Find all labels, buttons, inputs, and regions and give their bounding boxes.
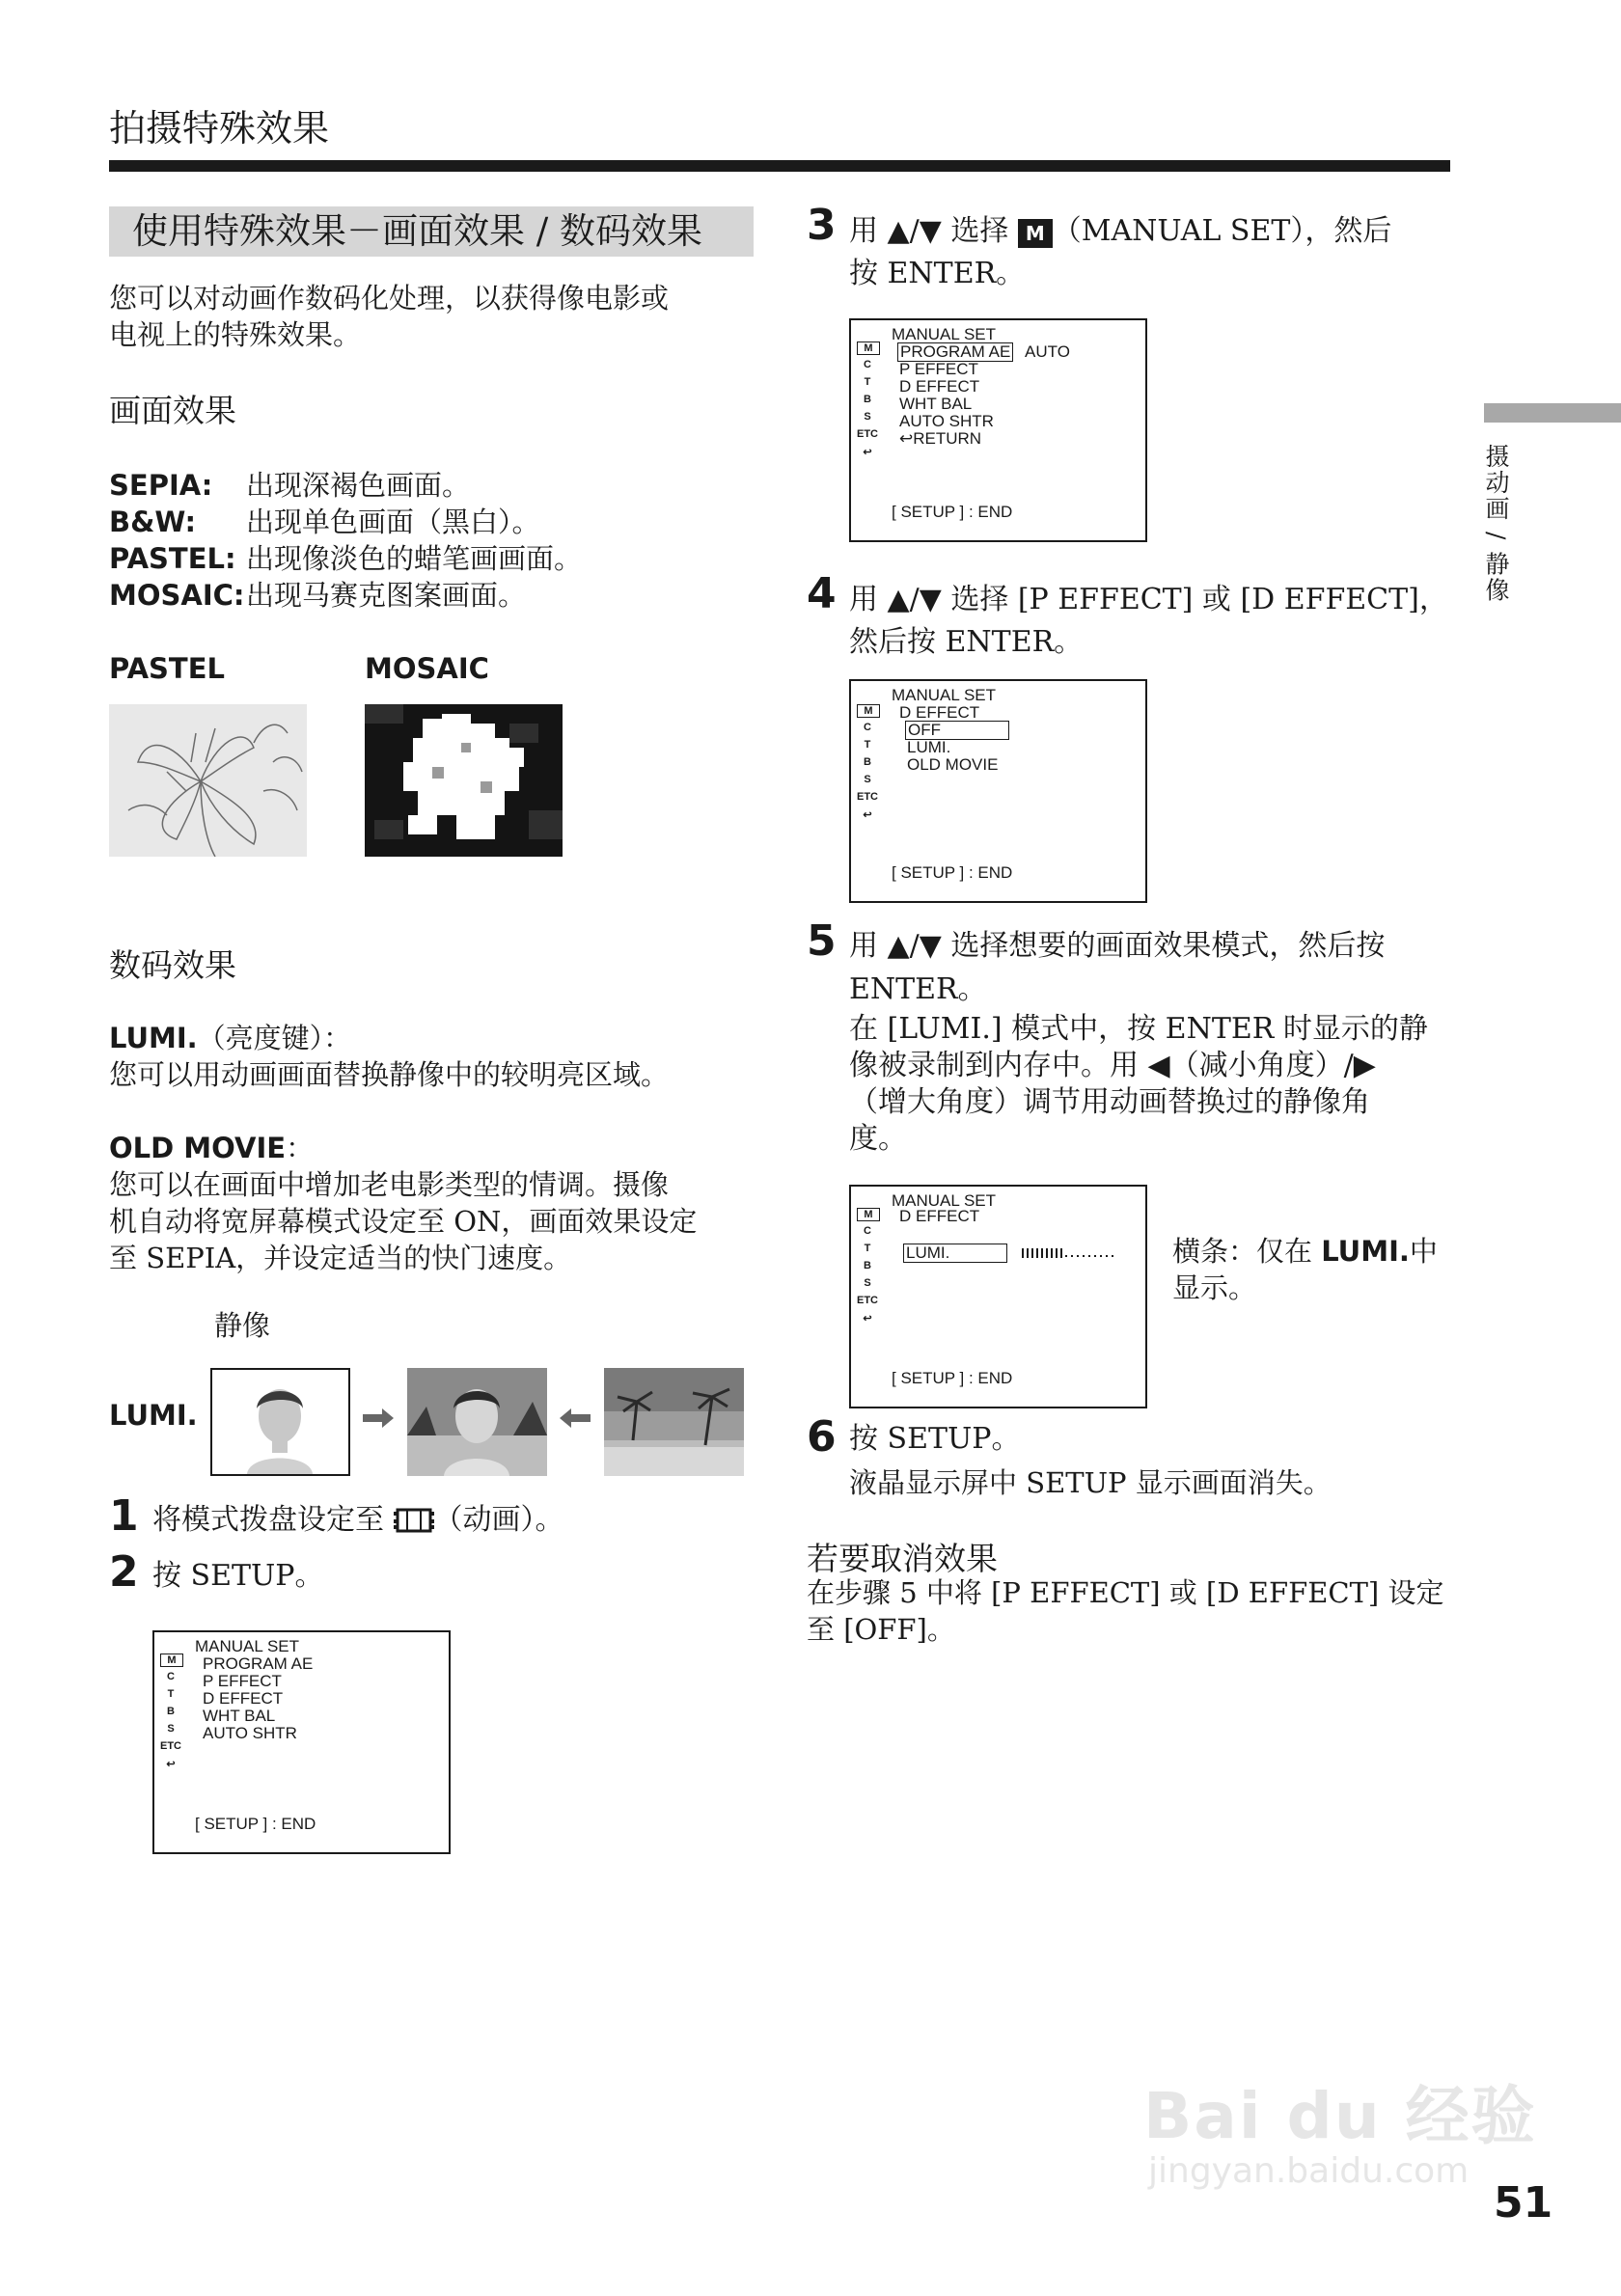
watermark-logo: Bai du 经验 <box>1143 2079 1537 2153</box>
mosaic-sample-image <box>365 704 563 857</box>
step-1-number: 1 <box>109 1491 139 1541</box>
shutter-icon: S <box>864 411 871 423</box>
return-icon: ↩ <box>863 447 872 458</box>
step-2-number: 2 <box>109 1547 139 1597</box>
step-5-number: 5 <box>807 916 837 966</box>
cancel-text: 在步骤 5 中将 [P EFFECT] 或 [D EFFECT] 设定 至 [OFF]。 <box>807 1576 1444 1646</box>
section-title: 使用特殊效果－画面效果 / 数码效果 <box>109 206 754 257</box>
intro-text: 您可以对动画作数码化处理，以获得像电影或 电视上的特殊效果。 <box>109 282 670 351</box>
lumi-composite-image <box>407 1368 547 1476</box>
chapter-tab-bar <box>1484 403 1621 423</box>
step-1-text: 将模式拨盘设定至 （动画）。 <box>152 1503 564 1537</box>
effect-item: MOSAIC:出现马赛克图案画面。 <box>109 579 527 612</box>
step-6-text: 按 SETUP。 <box>849 1422 1021 1456</box>
ball-icon: B <box>864 756 871 768</box>
camera-icon: C <box>864 1225 871 1237</box>
page-number: 51 <box>1494 2178 1553 2228</box>
etc-icon: ETC <box>857 1295 878 1306</box>
tv-icon: T <box>167 1688 175 1700</box>
manual-set-icon: M <box>1018 219 1053 248</box>
etc-icon: ETC <box>857 428 878 440</box>
step-4-number: 4 <box>807 569 837 618</box>
still-portrait-image <box>210 1368 350 1476</box>
camera-icon: C <box>864 722 871 733</box>
pastel-sample-image <box>109 704 307 857</box>
shutter-icon: S <box>167 1723 175 1735</box>
step-6-number: 6 <box>807 1412 837 1462</box>
step-5-text: 用 ▲/▼ 选择想要的画面效果模式，然后按 ENTER。 在 [LUMI.] 模式中，按 ENTER 时显示的静 像被录制到内存中。用 ◀（减小角度）/▶ （增大角度）调节用动画替换过的静像角 度。 <box>849 929 1428 1156</box>
manual-set-menu-step3: MANUAL SET M C T B S ETC ↩ PROGRAM AE AUTO P EFFECT D EFFECT WHT BAL AUTO SHTR ↩RETURN [ SETUP ] : END <box>849 318 1147 542</box>
effect-item: B&W: 出现单色画面（黑白）。 <box>109 506 540 538</box>
etc-icon: ETC <box>160 1740 181 1752</box>
still-label: 静像 <box>214 1309 271 1342</box>
shutter-icon: S <box>864 774 871 785</box>
arrow-left-icon <box>558 1407 592 1430</box>
chapter-tab-label: 摄动画 / 静像 <box>1482 444 1510 604</box>
manual-icon: M <box>857 704 880 718</box>
step-2-text: 按 SETUP。 <box>152 1559 324 1593</box>
watermark-url: jingyan.baidu.com <box>1148 2151 1470 2191</box>
effect-item: PASTEL: 出现像淡色的蜡笔画画面。 <box>109 542 583 575</box>
ball-icon: B <box>864 394 871 405</box>
camera-icon: C <box>864 359 871 370</box>
step-3-number: 3 <box>807 201 837 250</box>
d-effect-menu-step4: MANUAL SET D EFFECT M C T B S ETC ↩ OFF LUMI. OLD MOVIE [ SETUP ] : END <box>849 679 1147 903</box>
shutter-icon: S <box>864 1277 871 1289</box>
lumi-description: LUMI.（亮度键）： 您可以用动画画面替换静像中的较明亮区域。 <box>109 1022 670 1091</box>
ball-icon: B <box>864 1260 871 1271</box>
etc-icon: ETC <box>857 791 878 803</box>
manual-icon: M <box>857 1208 880 1221</box>
oldmovie-description: OLD MOVIE： 您可以在画面中增加老电影类型的情调。摄像 机自动将宽屏幕模式设定至 ON，画面效果设定 至 SEPIA，并设定适当的快门速度。 <box>109 1132 698 1274</box>
arrow-right-icon <box>361 1407 396 1430</box>
ball-icon: B <box>167 1706 175 1717</box>
return-icon: ↩ <box>863 809 872 821</box>
tv-icon: T <box>864 1243 871 1254</box>
bar-note: 横条：仅在 LUMI.中 显示。 <box>1172 1235 1438 1304</box>
beach-background-image <box>604 1368 744 1476</box>
step-4-text: 用 ▲/▼ 选择 [P EFFECT] 或 [D EFFECT]， 然后按 ENTER。 <box>849 583 1448 659</box>
tv-icon: T <box>864 376 871 388</box>
step-3-text: 用 ▲/▼ 选择 M （MANUAL SET），然后 按 ENTER。 <box>849 214 1392 290</box>
picture-effect-heading: 画面效果 <box>109 392 236 429</box>
lumi-row-label: LUMI. <box>109 1399 198 1432</box>
return-icon: ↩ <box>166 1759 176 1770</box>
header-rule <box>109 160 1450 172</box>
lumi-level-bar <box>1021 1246 1117 1260</box>
cancel-heading: 若要取消效果 <box>807 1540 998 1577</box>
sample-label-mosaic: MOSAIC <box>365 652 489 685</box>
effect-item: SEPIA: 出现深褐色画面。 <box>109 469 471 502</box>
camera-icon: C <box>167 1671 175 1682</box>
manual-icon: M <box>857 342 880 355</box>
digital-effect-heading: 数码效果 <box>109 946 236 984</box>
manual-set-menu-step2: MANUAL SET M C T B S ETC ↩ PROGRAM AE P EFFECT D EFFECT WHT BAL AUTO SHTR [ SETUP ] : END <box>152 1630 451 1854</box>
manual-icon: M <box>160 1654 183 1667</box>
lumi-menu-step5: MANUAL SET D EFFECT M C T B S ETC ↩ LUMI. [ SETUP ] : END <box>849 1185 1147 1408</box>
picture-effect-list <box>109 467 582 614</box>
sample-label-pastel: PASTEL <box>109 652 225 685</box>
page-header-title: 拍摄特殊效果 <box>109 107 330 150</box>
film-mode-icon <box>394 1506 434 1535</box>
return-icon: ↩ <box>863 1313 872 1325</box>
step-6-subtext: 液晶显示屏中 SETUP 显示画面消失。 <box>849 1466 1332 1499</box>
tv-icon: T <box>864 739 871 751</box>
